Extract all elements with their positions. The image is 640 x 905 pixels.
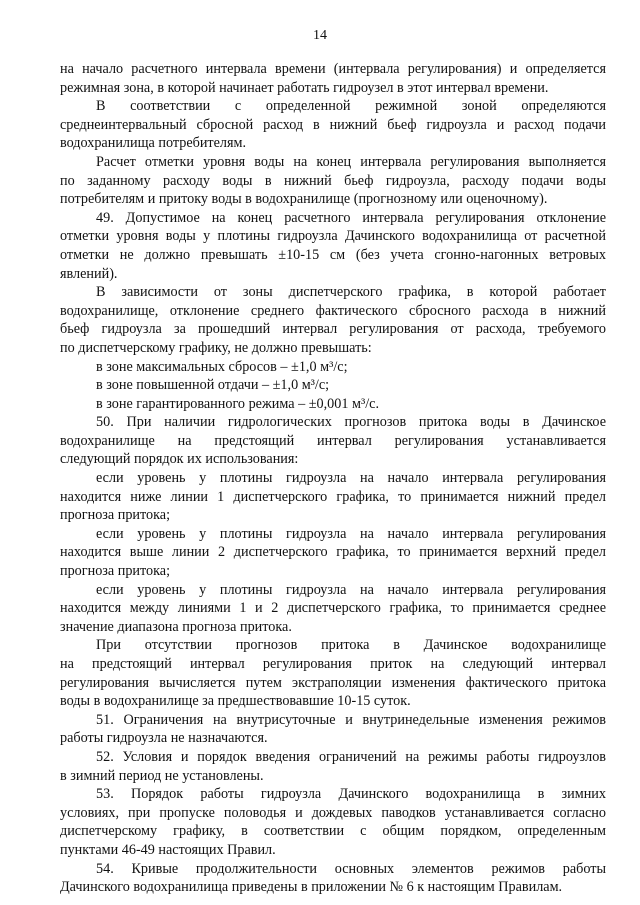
text-line: водохранилище, отклонение среднего фактического сбросного расхода в нижний (60, 302, 606, 319)
text-line: В зависимости от зоны диспетчерского графика, в которой работает (96, 284, 606, 301)
text-line: потребителям и притоку воды в водохранилище (прогнозному или оценочному). (60, 191, 548, 208)
text-line: прогноза притока; (60, 563, 171, 580)
text-line: диспетчерскому графику, в соответствии с общим порядком, определенным (60, 823, 606, 840)
text-line: 50. При наличии гидрологических прогнозов притока воды в Дачинское (96, 414, 606, 431)
text-line: прогноза притока; (60, 507, 171, 524)
text-line: отметки не должно превышать ±10-15 см (без учета сгонно-нагонных ветровых (60, 246, 606, 263)
text-line: следующий порядок их использования: (60, 451, 299, 468)
text-line: если уровень у плотины гидроузла на начало интервала регулирования (96, 525, 606, 542)
text-line: значение диапазона прогноза притока. (60, 618, 292, 635)
text-line: находится выше линии 2 диспетчерского графика, то принимается верхний предел (60, 544, 606, 561)
text-line: в зоне максимальных сбросов – ±1,0 м³/с; (96, 358, 348, 375)
text-line: на начало расчетного интервала времени (интервала регулирования) и определяется (60, 61, 606, 77)
text-line: работы гидроузла не назначаются. (60, 730, 268, 747)
text-line: в зимний период не установлены. (60, 767, 264, 784)
text-line: При отсутствии прогнозов притока в Дачинское водохранилище (96, 637, 606, 654)
text-line: водохранилища потребителям. (60, 135, 247, 152)
page-number: 14 (313, 28, 327, 43)
text-line: если уровень у плотины гидроузла на начало интервала регулирования (96, 470, 606, 487)
text-line: воды в водохранилище за предшествовавшие 10-15 суток. (60, 693, 411, 710)
text-line: водохранилище на предстоящий интервал регулирования устанавливается (60, 432, 606, 449)
text-line: 54. Кривые продолжительности основных элементов режимов работы (96, 860, 606, 877)
text-line: пунктами 46-49 настоящих Правил. (60, 841, 276, 858)
text-line: отметки уровня воды у плотины гидроузла Дачинского водохранилища от расчетной (60, 228, 606, 245)
text-line: по заданному расходу воды в нижний бьеф гидроузла, расходу подачи воды (60, 172, 606, 189)
text-line: среднеинтервальный сбросной расход в нижний бьеф гидроузла и расход подачи (60, 116, 606, 133)
text-line: если уровень у плотины гидроузла на начало интервала регулирования (96, 581, 606, 598)
text-line: Дачинского водохранилища приведены в приложении № 6 к настоящим Правилам. (60, 879, 563, 896)
text-line: явлений). (60, 265, 118, 282)
text-line: в зоне гарантированного режима – ±0,001 м³/с. (96, 395, 379, 412)
text-line: условиях, при пропуске половодья и дождевых паводков устанавливается согласно (60, 804, 606, 821)
text-line: регулирования вычисляется путем экстраполяции изменения фактического притока (60, 674, 606, 691)
text-line: В соответствии с определенной режимной зоной определяются (96, 98, 606, 115)
text-line: 53. Порядок работы гидроузла Дачинского водохранилища в зимних (96, 786, 606, 803)
text-line: бьеф гидроузла за прошедший интервал регулирования от расхода, требуемого (60, 321, 606, 338)
body-text (60, 60, 606, 897)
text-line: 52. Условия и порядок введения ограничений на режимы работы гидроузлов (96, 748, 606, 765)
text-line: режимная зона, в которой начинает работать гидроузел в этот интервал времени. (60, 79, 549, 96)
text-line: 51. Ограничения на внутрисуточные и внутринедельные изменения режимов (96, 711, 606, 728)
text-line: в зоне повышенной отдачи – ±1,0 м³/с; (96, 377, 330, 394)
text-line: 49. Допустимое на конец расчетного интервала регулирования отклонение (96, 209, 606, 226)
text-line: Расчет отметки уровня воды на конец интервала регулирования выполняется (96, 153, 606, 170)
text-line: находится ниже линии 1 диспетчерского графика, то принимается нижний предел (60, 488, 606, 505)
text-line: находится между линиями 1 и 2 диспетчерского графика, то принимается среднее (60, 600, 606, 617)
text-line: на предстоящий интервал регулирования приток на следующий интервал (60, 656, 606, 672)
text-line: по диспетчерскому графику, не должно превышать: (60, 339, 372, 356)
